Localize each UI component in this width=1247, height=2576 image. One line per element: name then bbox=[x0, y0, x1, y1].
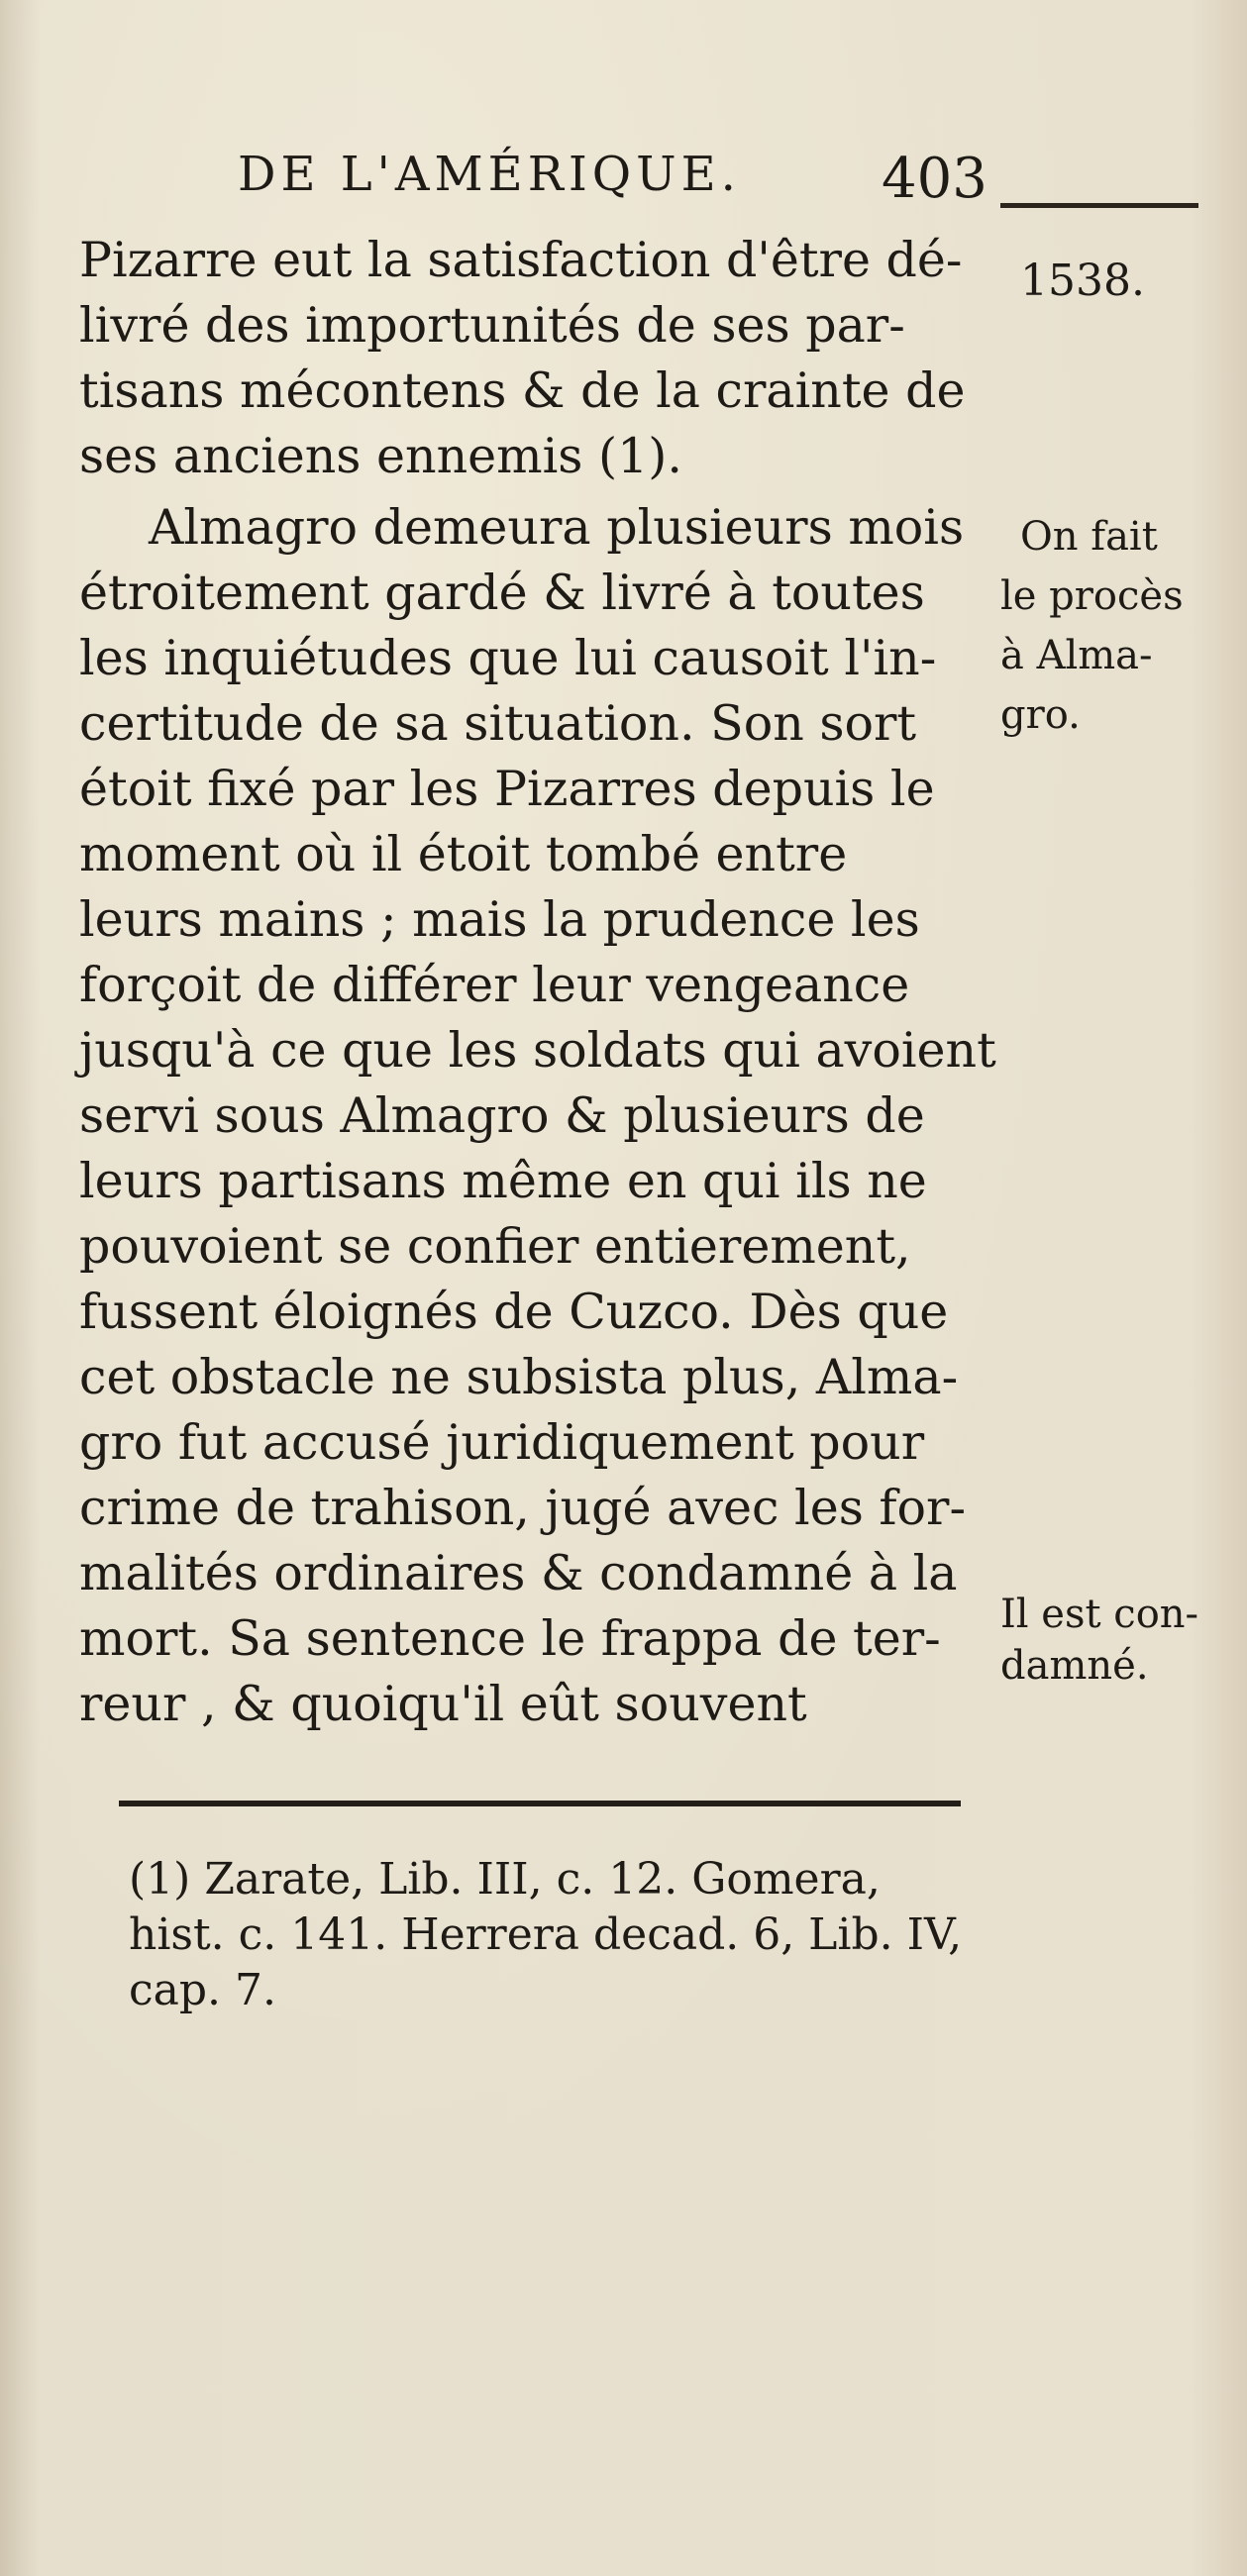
body-line: moment où il étoit tombé entre bbox=[79, 826, 848, 882]
body-line: forçoit de différer leur vengeance bbox=[79, 957, 910, 1013]
body-line: tisans mécontens & de la crainte de bbox=[79, 362, 966, 419]
header-rule bbox=[1000, 203, 1198, 208]
body-line: malités ordinaires & condamné à la bbox=[79, 1545, 958, 1601]
body-line: fussent éloignés de Cuzco. Dès que bbox=[79, 1284, 949, 1340]
body-line: servi sous Almagro & plusieurs de bbox=[79, 1087, 925, 1144]
margin-note-proces-line: à Alma- bbox=[1000, 633, 1153, 678]
body-line: les inquiétudes que lui causoit l'in- bbox=[79, 630, 937, 686]
footnote bbox=[129, 1852, 1020, 2018]
body-line: jusqu'à ce que les soldats qui avoient bbox=[79, 1022, 996, 1079]
footnote-line: cap. 7. bbox=[129, 1965, 276, 2015]
footnote-rule bbox=[119, 1801, 961, 1806]
margin-note-condamne-line: damné. bbox=[1000, 1643, 1149, 1689]
body-line: étoit fixé par les Pizarres depuis le bbox=[79, 761, 935, 817]
body-line: leurs partisans même en qui ils ne bbox=[79, 1153, 927, 1209]
body-line: mort. Sa sentence le frappa de ter- bbox=[79, 1610, 941, 1667]
body-line: reur , & quoiqu'il eût souvent bbox=[79, 1676, 807, 1732]
body-line: étroitement gardé & livré à toutes bbox=[79, 565, 925, 621]
running-header bbox=[238, 147, 990, 216]
footnote-line: (1) Zarate, Lib. III, c. 12. Gomera, bbox=[129, 1854, 881, 1905]
margin-note-proces-line: gro. bbox=[1000, 692, 1081, 738]
margin-note-proces-line: le procès bbox=[1000, 573, 1184, 619]
body-line: certitude de sa situation. Son sort bbox=[79, 695, 917, 752]
body-line: gro fut accusé juridiquement pour bbox=[79, 1414, 925, 1471]
body-line: Pizarre eut la satisfaction d'être dé- bbox=[79, 232, 963, 288]
body-line: cet obstacle ne subsista plus, Alma- bbox=[79, 1349, 959, 1405]
running-title: DE L'AMÉRIQUE. bbox=[238, 147, 741, 202]
body-line: pouvoient se confier entierement, bbox=[79, 1218, 911, 1275]
body-line: leurs mains ; mais la prudence les bbox=[79, 891, 920, 948]
footnote-line: hist. c. 141. Herrera decad. 6, Lib. IV, bbox=[129, 1909, 963, 1960]
margin-note-condamne-line: Il est con- bbox=[1000, 1592, 1199, 1637]
margin-year: 1538. bbox=[1020, 256, 1145, 306]
body-line: Almagro demeura plusieurs mois bbox=[149, 499, 965, 556]
body-line: ses anciens ennemis (1). bbox=[79, 428, 682, 484]
page-number: 403 bbox=[882, 147, 987, 211]
body-line: crime de trahison, jugé avec les for- bbox=[79, 1480, 967, 1536]
margin-note-proces-line: On fait bbox=[1020, 514, 1158, 560]
body-line: livré des importunités de ses par- bbox=[79, 297, 905, 354]
